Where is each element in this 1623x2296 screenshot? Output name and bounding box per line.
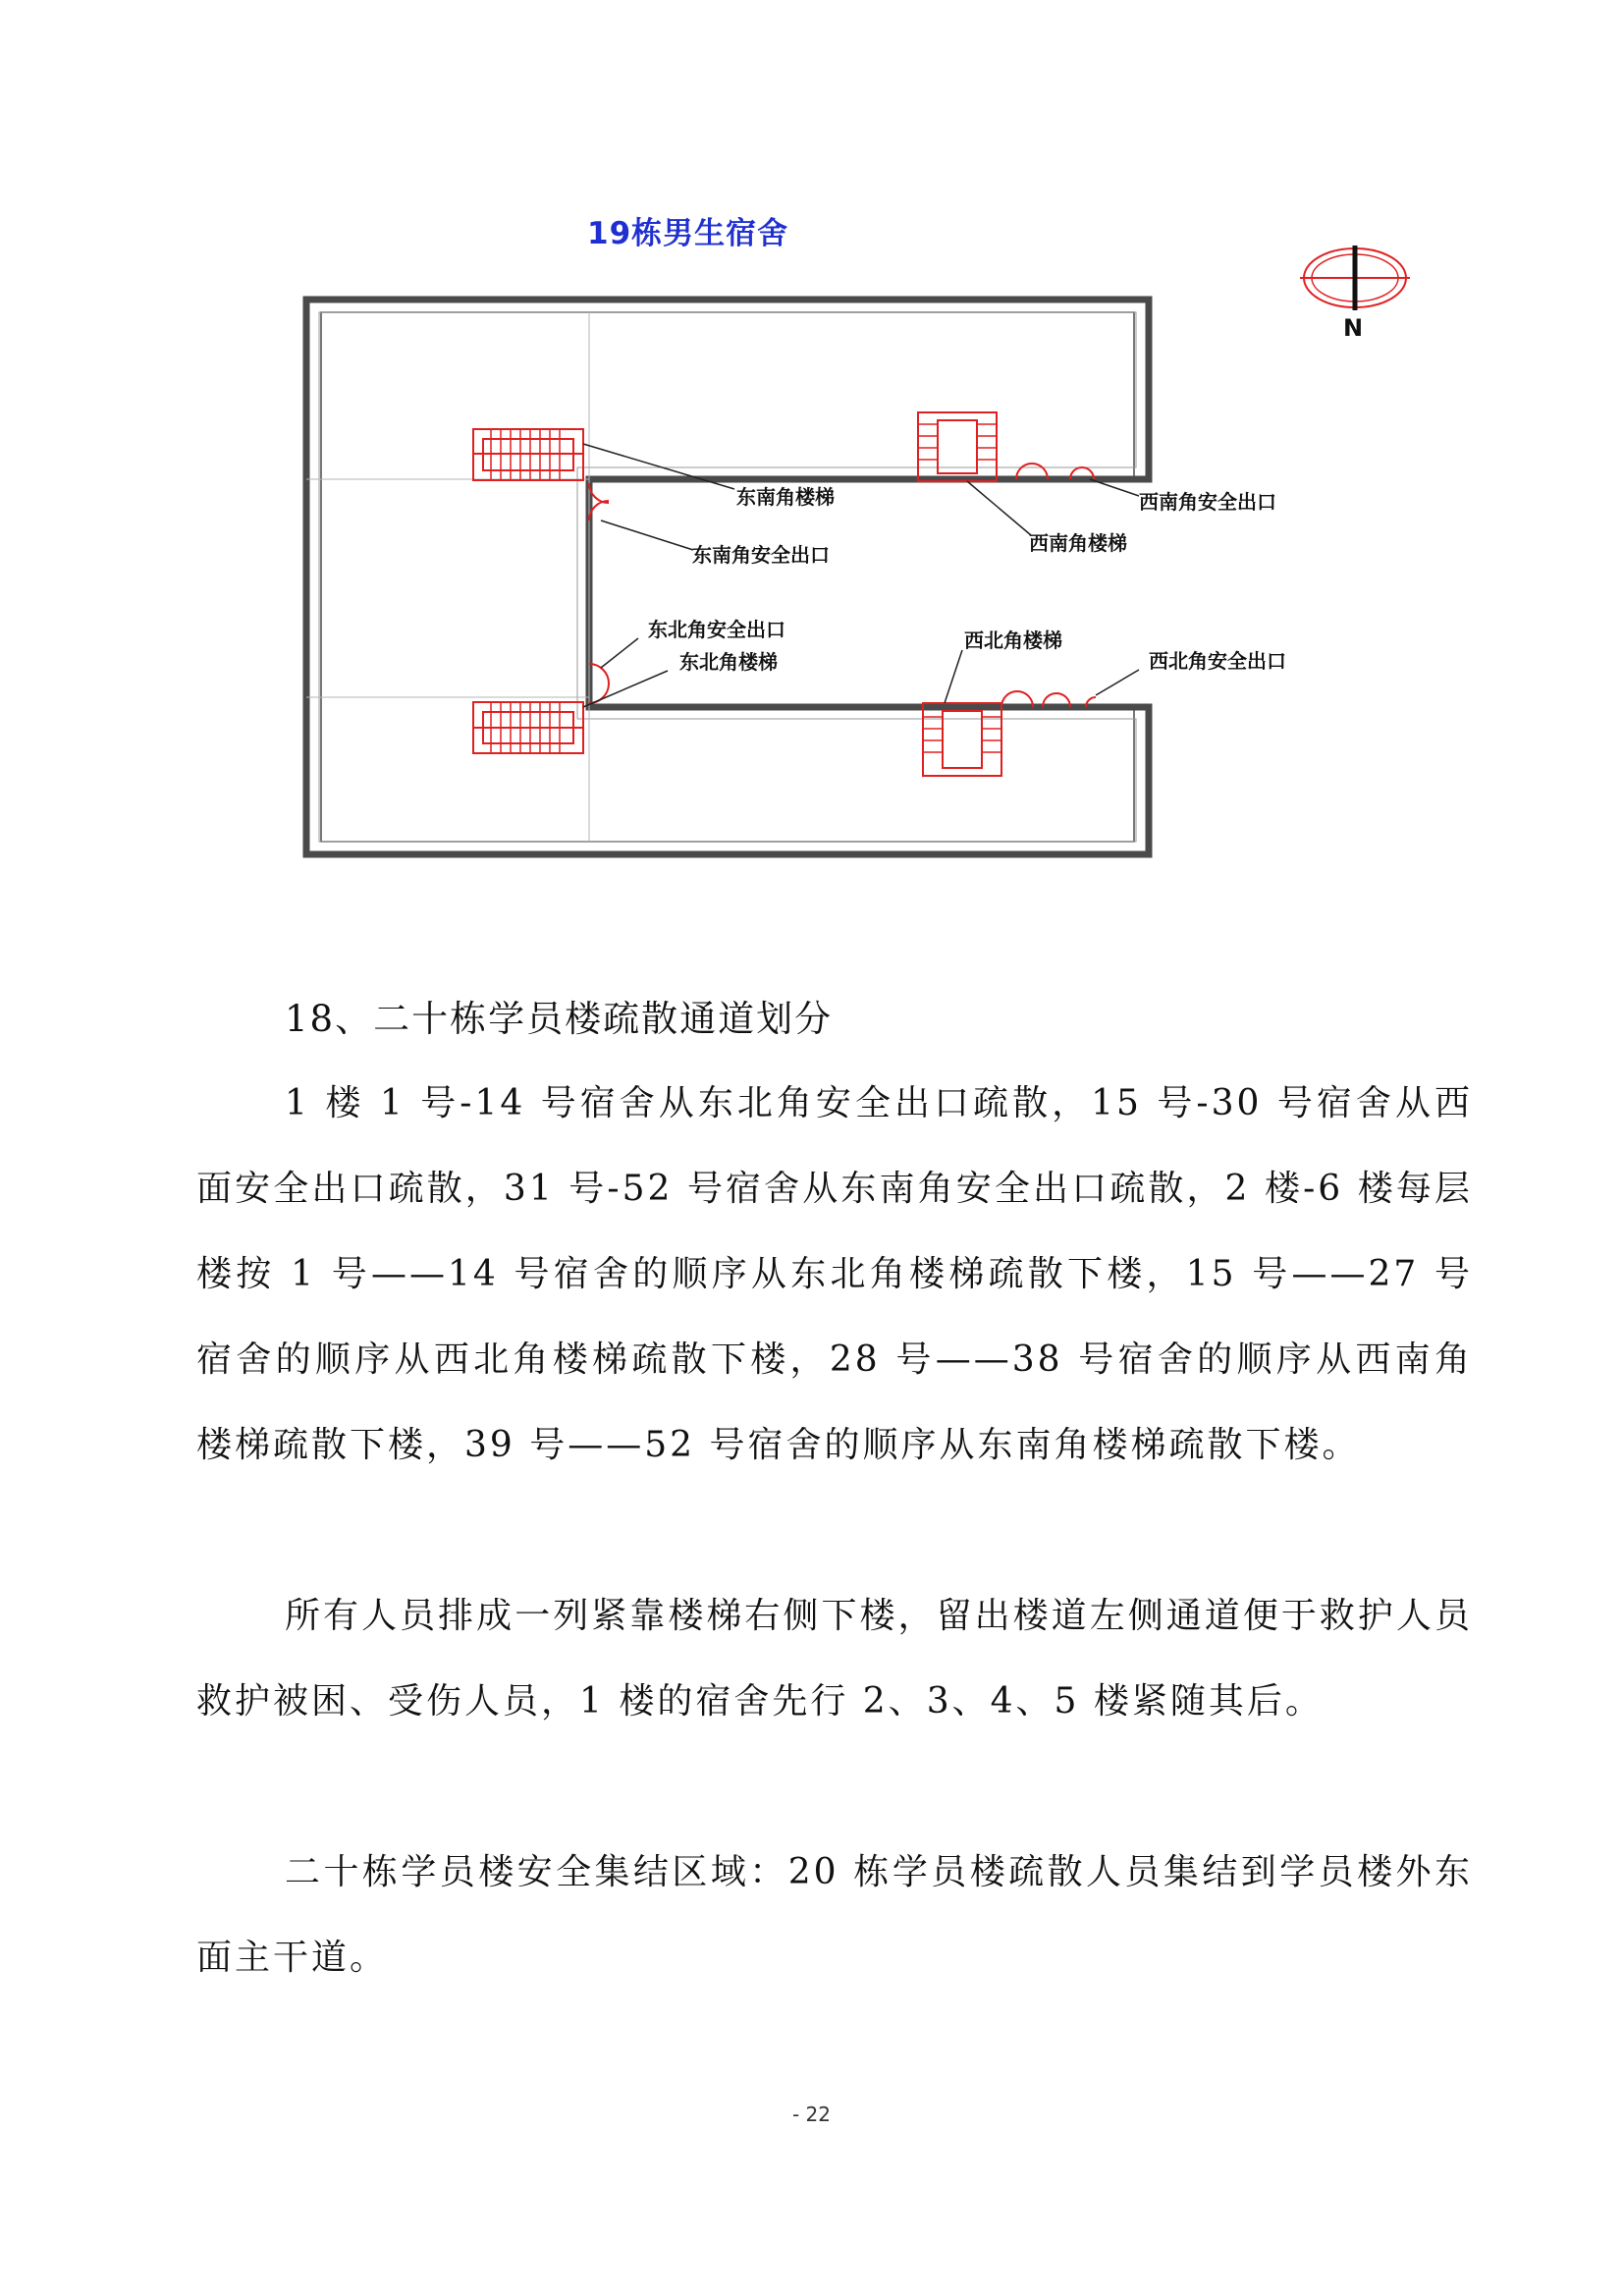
label-northeast-exit: 东北角安全出口 <box>648 618 785 641</box>
label-southeast-stair: 东南角楼梯 <box>736 485 835 509</box>
paragraph-assembly-area: 二十栋学员楼安全集结区域：20 栋学员楼疏散人员集结到学员楼外东面主干道。 <box>196 1852 1473 1978</box>
southeast-stair <box>473 429 583 480</box>
label-southwest-stair: 西南角楼梯 <box>1029 531 1127 555</box>
figure-title: 19栋男生宿舍 <box>587 216 789 251</box>
paragraph-evacuation-routes: 1 楼 1 号-14 号宿舍从东北角安全出口疏散，15 号-30 号宿舍从西面安全出口疏散，31 号-52 号宿舍从东南角安全出口疏散，2 楼-6 楼每层楼按 1 号——14 号宿舍的顺序从东北角楼梯疏散下楼，15 号——27 号宿舍的顺序从西北角楼梯疏散下楼，28 号——38 号宿舍的顺序从西南角楼梯疏散下楼，39 号——52 号宿舍的顺序从东南角楼梯疏散下楼。 <box>196 1083 1473 1465</box>
section-heading: 18、二十栋学员楼疏散通道划分 <box>285 998 834 1040</box>
label-southeast-exit: 东南角安全出口 <box>692 543 830 567</box>
paragraph-descent-order: 所有人员排成一列紧靠楼梯右侧下楼，留出楼道左侧通道便于救护人员救护被困、受伤人员，1 楼的宿舍先行 2、3、4、5 楼紧随其后。 <box>196 1596 1473 1722</box>
label-northwest-stair: 西北角楼梯 <box>964 629 1062 652</box>
label-southwest-exit: 西南角安全出口 <box>1139 490 1276 514</box>
compass-north-letter: N <box>1343 314 1364 342</box>
label-northeast-stair: 东北角楼梯 <box>679 650 778 674</box>
page-number: - 22 <box>791 2103 832 2126</box>
northeast-stair <box>473 702 583 753</box>
label-northwest-exit: 西北角安全出口 <box>1149 649 1286 673</box>
floor-plan-diagram <box>0 0 1623 884</box>
building-outline <box>306 300 1149 854</box>
northwest-stair <box>923 703 1001 776</box>
leader-lines <box>583 444 1139 707</box>
compass-icon <box>1300 246 1410 342</box>
southwest-stair <box>918 412 997 481</box>
